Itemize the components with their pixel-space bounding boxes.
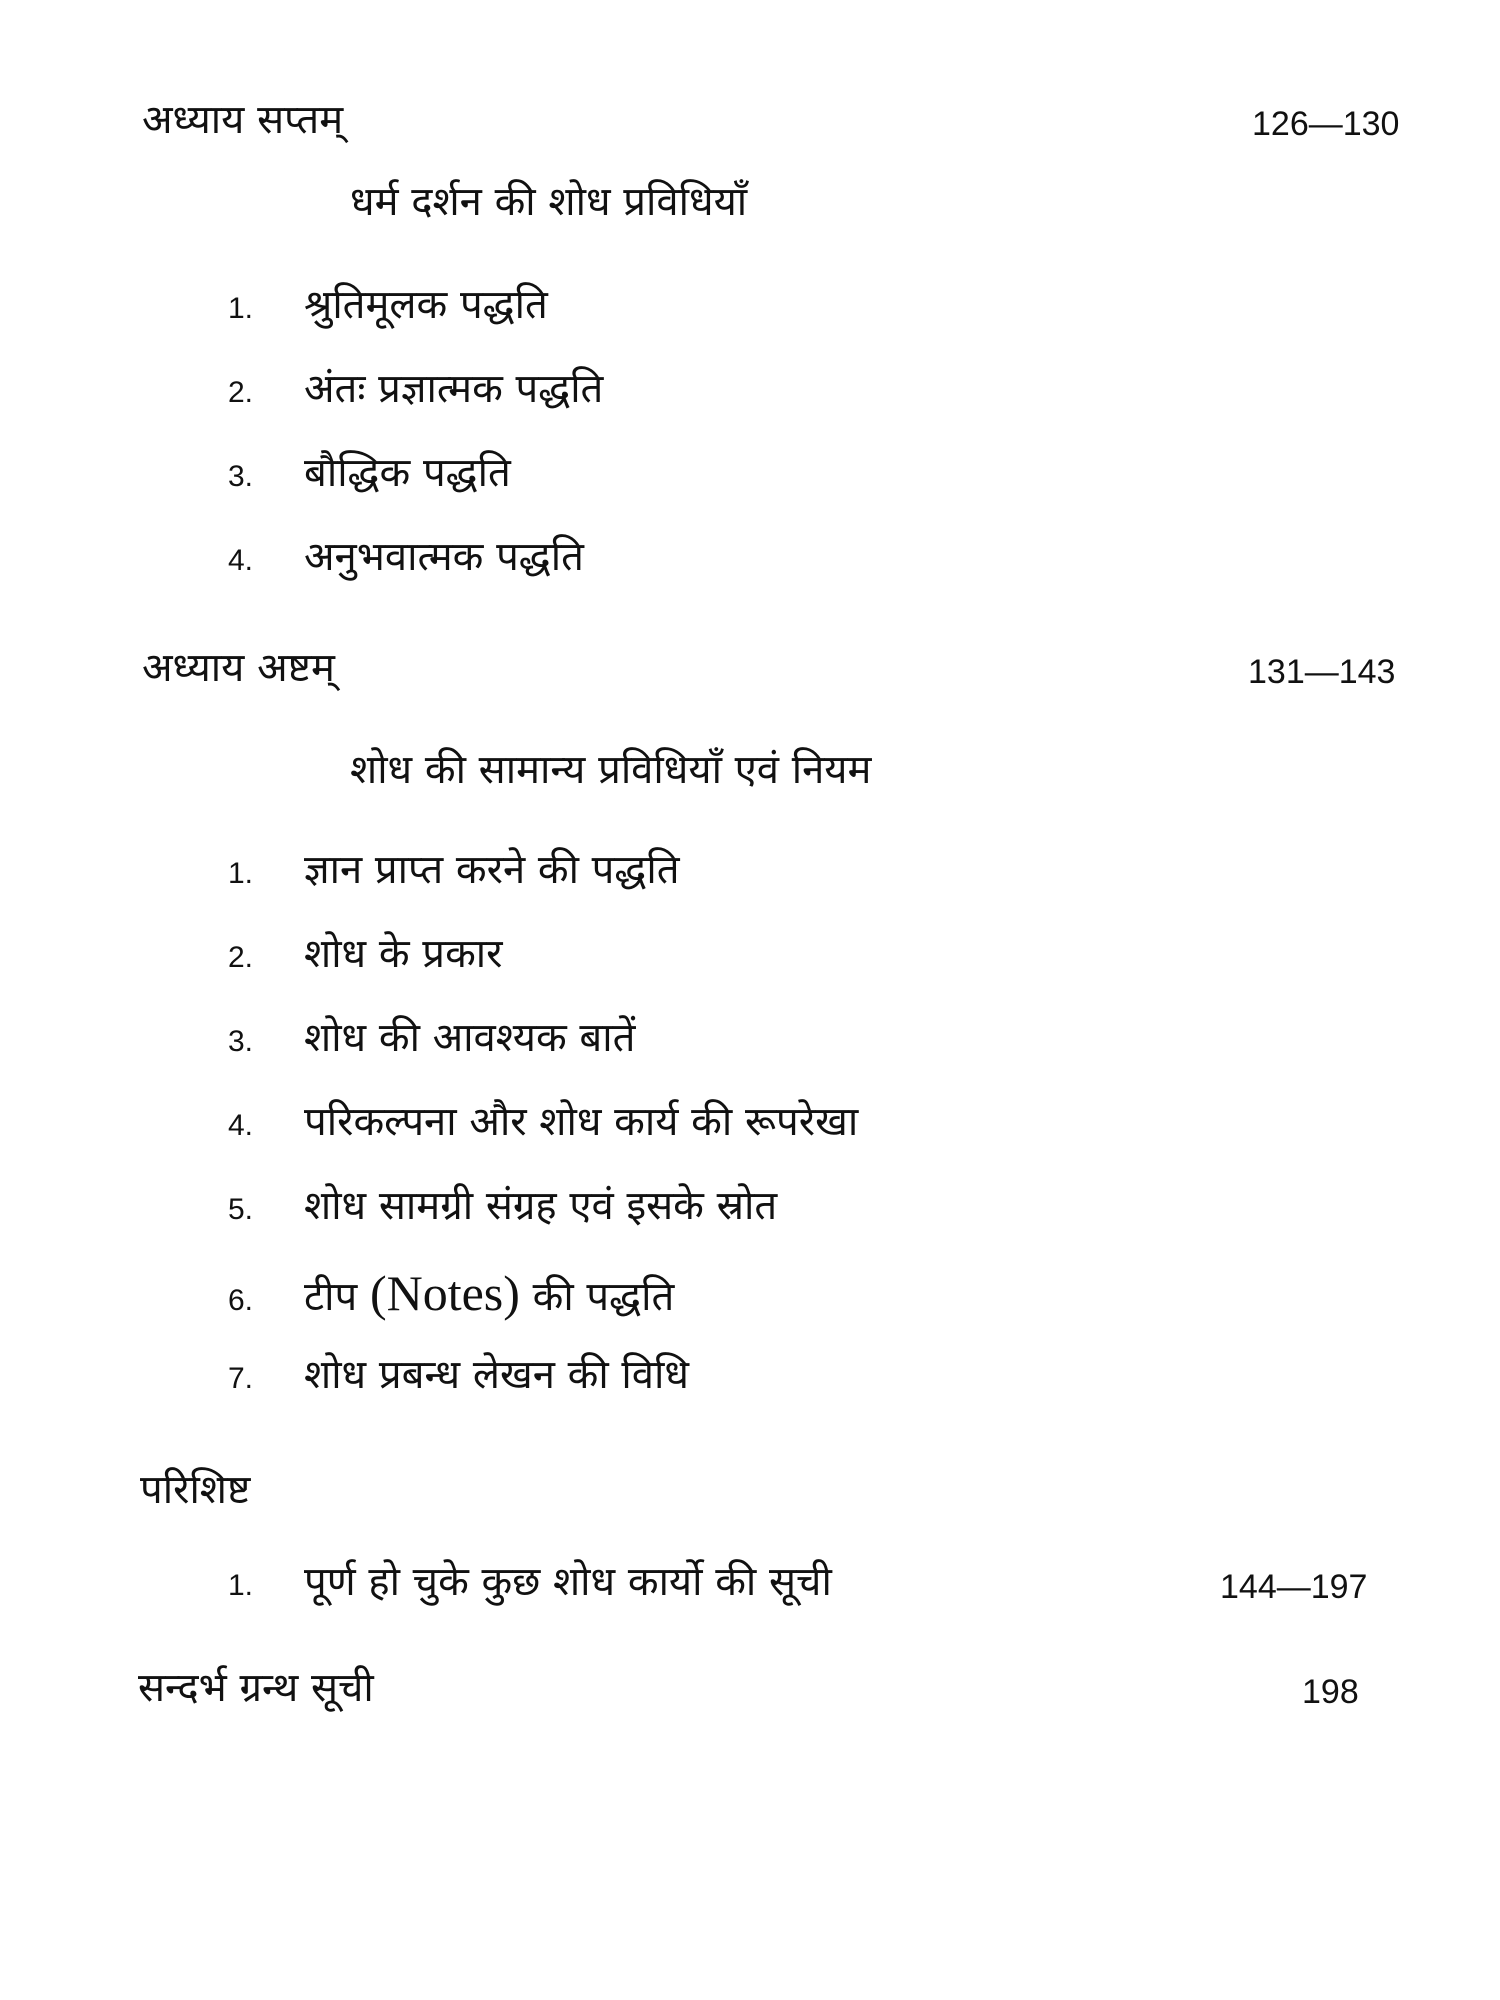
item-number: 4.: [228, 544, 254, 577]
item-number: 4.: [228, 1109, 254, 1142]
item-number: 2.: [228, 376, 254, 409]
item-text: परिकल्पना और शोध कार्य की रूपरेखा: [304, 1099, 859, 1145]
chapter-7-item-2: [228, 366, 604, 412]
chapter-8-item-7: [228, 1352, 689, 1398]
item-text: शोध प्रबन्ध लेखन की विधि: [304, 1352, 689, 1398]
item-text: शोध के प्रकार: [304, 931, 503, 977]
chapter-7-item-3: [228, 450, 511, 496]
chapter-8-heading: अध्याय अष्टम्: [142, 645, 335, 691]
chapter-7-item-1: [228, 282, 548, 328]
item-text: श्रुतिमूलक पद्धति: [304, 282, 548, 328]
appendix-item-1-pages: 144—197: [1220, 1568, 1368, 1606]
appendix-heading: परिशिष्ट: [140, 1467, 251, 1513]
item-number: 3.: [228, 1025, 254, 1058]
chapter-8-title: शोध की सामान्य प्रविधियाँ एवं नियम: [350, 747, 872, 793]
chapter-8-pages: 131—143: [1248, 653, 1396, 691]
item-number: 3.: [228, 460, 254, 493]
item-text-before: टीप: [304, 1274, 370, 1320]
item-number: 6.: [228, 1284, 254, 1317]
item-text: अंतः प्रज्ञात्मक पद्धति: [304, 366, 604, 412]
appendix-item-1: [228, 1559, 832, 1605]
chapter-7-pages: 126—130: [1252, 105, 1400, 143]
chapter-7-heading: अध्याय सप्तम्: [142, 97, 344, 143]
item-text: अनुभवात्मक पद्धति: [304, 534, 584, 580]
item-number: 2.: [228, 941, 254, 974]
chapter-8-item-2: [228, 931, 503, 977]
item-number: 7.: [228, 1362, 254, 1395]
item-number: 1.: [228, 1569, 254, 1602]
chapter-8-item-3: [228, 1015, 636, 1061]
chapter-8-item-6: [228, 1265, 675, 1321]
chapter-8-item-1: [228, 847, 680, 893]
bibliography-heading: सन्दर्भ ग्रन्थ सूची: [138, 1665, 374, 1711]
chapter-8-item-4: [228, 1099, 859, 1145]
chapter-7-item-4: [228, 534, 584, 580]
chapter-8-item-5: [228, 1183, 778, 1229]
item-number: 1.: [228, 292, 254, 325]
item-text: पूर्ण हो चुके कुछ शोध कार्यो की सूची: [304, 1559, 832, 1605]
item-number: 1.: [228, 857, 254, 890]
item-text-latin: (Notes): [369, 1265, 520, 1321]
item-text: शोध सामग्री संग्रह एवं इसके स्रोत: [304, 1183, 778, 1229]
item-text: शोध की आवश्यक बातें: [304, 1015, 636, 1061]
bibliography-pages: 198: [1302, 1673, 1359, 1711]
chapter-7-title: धर्म दर्शन की शोध प्रविधियाँ: [350, 179, 748, 225]
item-text: ज्ञान प्राप्त करने की पद्धति: [304, 847, 680, 893]
item-text-after: की पद्धति: [519, 1274, 675, 1320]
item-text: बौद्धिक पद्धति: [304, 450, 511, 496]
item-number: 5.: [228, 1193, 254, 1226]
